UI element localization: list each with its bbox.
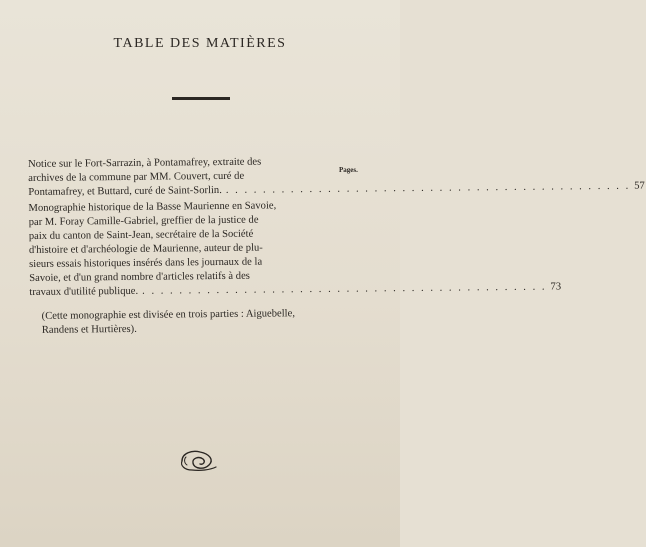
- toc-entry-line: par M. Foray Camille-Gabriel, greffier de la justice de: [28, 214, 259, 228]
- table-of-contents: [28, 154, 645, 338]
- toc-entry-line: Monographie historique de la Basse Maurienne en Savoie,: [28, 200, 277, 214]
- note-line: Randens et Hurtières).: [41, 323, 137, 336]
- dot-leader: . . . . . . . . . . . . . . . . . . . . . . . . . . . . . . . . . . . . . . . . . . . .: [225, 180, 631, 196]
- page-title: TABLE DES MATIÈRES: [113, 36, 287, 51]
- monograph-note: [30, 306, 376, 338]
- toc-page-number: 57: [634, 180, 645, 192]
- flourish-ornament-icon: [176, 445, 220, 475]
- toc-entry-line: Notice sur le Fort-Sarrazin, à Pontamafrey, extraite des: [28, 156, 262, 170]
- note-line: (Cette monographie est divisée en trois parties : Aiguebelle,: [41, 308, 296, 322]
- toc-entry-line: paix du canton de Saint-Jean, secrétaire de la Société: [28, 228, 254, 242]
- toc-entry-last-line: [28, 180, 645, 200]
- toc-entry-line: Pontamafrey, et Buttard, curé de Saint-Sorlin.: [28, 184, 222, 198]
- toc-entry-line: sieurs essais historiques insérés dans les journaux de la: [29, 256, 263, 270]
- pages-column-label: Pages.: [339, 166, 358, 174]
- toc-entry-monographie: [28, 198, 562, 300]
- toc-entry-last-line: [29, 281, 562, 300]
- toc-entry-line: travaux d'utilité publique.: [29, 285, 139, 298]
- dot-leader: . . . . . . . . . . . . . . . . . . . . . . . . . . . . . . . . . . . . . . . . . . . .: [142, 281, 547, 297]
- toc-entry-line: d'histoire et d'archéologie de Maurienne, auteur de plu-: [28, 242, 263, 256]
- toc-page-number: 73: [550, 281, 562, 293]
- toc-entry-fort-sarrazin: [28, 154, 645, 200]
- toc-entry-line: archives de la commune par MM. Couvert, curé de: [28, 170, 245, 184]
- toc-entry-line: Savoie, et d'un grand nombre d'articles relatifs à des: [29, 270, 250, 284]
- title-rule: [172, 97, 230, 100]
